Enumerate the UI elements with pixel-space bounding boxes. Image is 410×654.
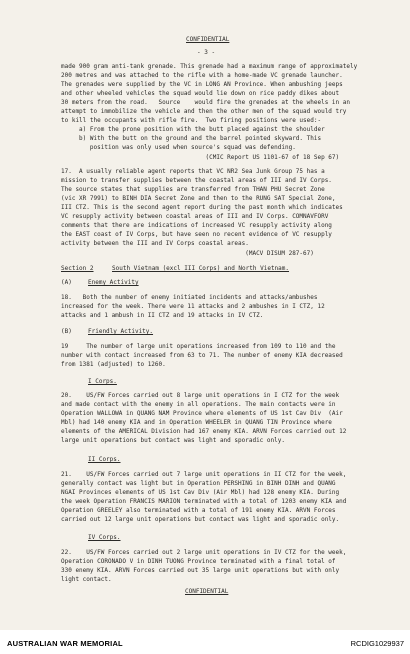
text-line: position was only used when source's squad was defending.	[61, 144, 296, 151]
text-line: to kill the occupants with rifle fire. Two firing positions were used:-	[61, 117, 322, 124]
text-line: number with contact increased from 63 to 71. The number of enemy KIA decreased	[61, 352, 343, 359]
source-citation: (CMIC Report US 1101-67 of 18 Sep 67)	[61, 154, 340, 161]
text-line: large unit operations but contact was light and sporadic only.	[61, 437, 285, 444]
archive-reference: RCDIG1029937	[350, 639, 404, 648]
text-line: a) From the prone position with the butt placed against the shoulder	[61, 126, 325, 133]
text-line: generally contact was light but in Operation PERSHING in BINH DINH and QUANG	[61, 480, 336, 487]
text-line: Mbl) had 140 enemy KIA and in Operation WHEELER in QUANG TIN Province where	[61, 419, 332, 426]
text-line: Operation CORONADO V in DINH TUONG Province terminated with a final total of	[61, 558, 336, 565]
text-line: comments that there are indications of increased VC resupply activity along	[61, 222, 332, 229]
subsection-label: (B)	[61, 328, 72, 335]
text-line: 17. A usually reliable agent reports that VC NR2 Sea Junk Group 75 has a	[61, 168, 325, 175]
text-line: The grenades were supplied by the VC in LONG AN Province. When ambushing jeeps	[61, 81, 343, 88]
text-line: 19 The number of large unit operations increased from 109 to 110 and the	[61, 343, 336, 350]
text-line: 330 enemy KIA. ARVN Forces carried out 35 large unit operations but with only	[61, 567, 340, 574]
classification-header: CONFIDENTIAL	[186, 36, 230, 43]
text-line: attempt to immobilize the vehicle and then the other men of the squad would try	[61, 108, 347, 115]
text-line: Operation GREELEY also terminated with a total of 191 enemy KIA. ARVN Forces	[61, 507, 336, 514]
text-line: Operation WALLOWA in QUANG NAM Province where elements of US 1st Cav Div (Air	[61, 410, 343, 417]
source-citation: (MACV DISUM 287-67)	[61, 250, 314, 257]
text-line: 20. US/FW Forces carried out 8 large unit operations in I CTZ for the week	[61, 392, 340, 399]
section-number: Section 2	[61, 265, 94, 272]
corps-heading: II Corps.	[88, 456, 121, 463]
text-line: activity between the III and IV Corps coastal areas.	[61, 240, 249, 247]
text-line: made 900 gram anti-tank grenade. This grenade had a maximum range of approximately	[61, 63, 358, 70]
corps-heading: I Corps.	[88, 378, 117, 385]
text-line: carried out 12 large unit operations but contact was light and sporadic only.	[61, 516, 340, 523]
text-line: 30 meters from the road. Source would fire the grenades at the wheels in an	[61, 99, 350, 106]
text-line: and made contact with the enemy in all operations. The main contacts were in	[61, 401, 336, 408]
page-number: - 3 -	[197, 49, 216, 56]
text-line: NGAI Provinces elements of US 1st Cav Div (Air Mbl) had 128 enemy KIA. During	[61, 489, 340, 496]
text-line: the week Operation FRANCIS MARION terminated with a total of 1203 enemy KIA and	[61, 498, 347, 505]
text-line: elements of the AMERICAL Division had 167 enemy KIA. ARVN Forces carried out 12	[61, 428, 347, 435]
text-line: mission to transfer supplies between the coastal areas of III and IV Corps.	[61, 177, 332, 184]
text-line: 18. Both the number of enemy initiated incidents and attacks/ambushes	[61, 294, 318, 301]
text-line: 21. US/FW Forces carried out 7 large unit operations in II CTZ for the week,	[61, 471, 347, 478]
section-title: South Vietnam (excl III Corps) and North Vietnam.	[112, 265, 290, 272]
text-line: III CTZ. This is the second agent report during the past month which indicates	[61, 204, 343, 211]
archive-name: AUSTRALIAN WAR MEMORIAL	[7, 639, 123, 648]
archive-footer	[0, 630, 410, 654]
subsection-title: Friendly Activity.	[88, 328, 154, 335]
corps-heading: IV Corps.	[88, 534, 121, 541]
text-line: attacks and 1 ambush in II CTZ and 19 attacks in IV CTZ.	[61, 312, 264, 319]
text-line: from 1381 (adjusted) to 1260.	[61, 361, 166, 368]
text-line: (vic XR 7991) to BINH DIA Secret Zone and then to the RUNG SAT Special Zone,	[61, 195, 336, 202]
classification-footer: CONFIDENTIAL	[185, 588, 229, 595]
text-line: light contact.	[61, 576, 112, 583]
subsection-title: Enemy Activity	[88, 279, 139, 286]
text-line: the EAST coast of IV Corps, but have seen no recent evidence of VC resupply	[61, 231, 332, 238]
text-line: and other wheeled vehicles the squad would lie down on rice paddy dikes about	[61, 90, 340, 97]
text-line: b) With the butt on the ground and the barrel pointed skyward. This	[61, 135, 322, 142]
text-line: 200 metres and was attached to the rifle with a home-made VC grenade launcher.	[61, 72, 343, 79]
text-line: The source states that supplies are transferred from THAN PHU Secret Zone	[61, 186, 325, 193]
text-line: 22. US/FW Forces carried out 2 large unit operations in IV CTZ for the week,	[61, 549, 347, 556]
subsection-label: (A)	[61, 279, 72, 286]
text-line: increased for the week. There were 11 attacks and 2 ambushes in I CTZ, 12	[61, 303, 325, 310]
text-line: VC resupply activity between coastal areas of III and IV Corps. COMNAVFORV	[61, 213, 329, 220]
